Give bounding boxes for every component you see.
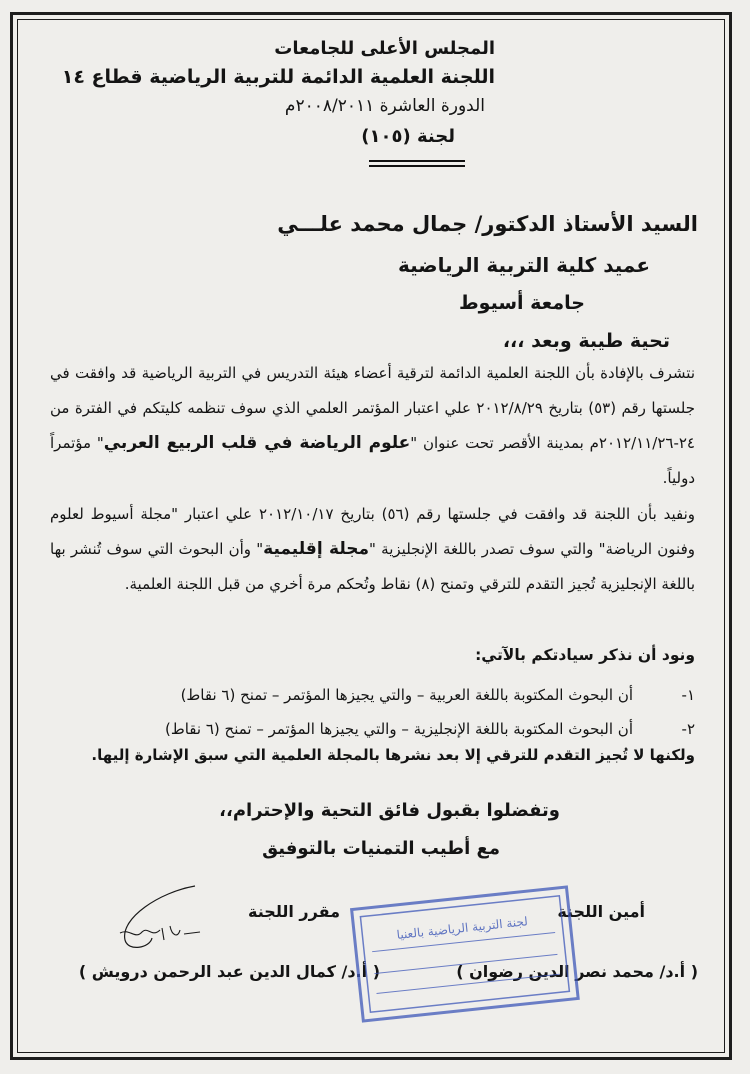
stamp-text: لجنة التربية الرياضية بالعنيا xyxy=(395,914,529,942)
stamp-outer-frame xyxy=(352,887,579,1021)
committee-name: اللجنة العلمية الدائمة للتربية الرياضية قطاع ١٤ xyxy=(61,66,495,88)
paragraph-conference-text: نتشرف بالإفادة بأن اللجنة العلمية الدائمة لترقية أعضاء هيئة التدريس في التربية الرياضية قد وافقت في جلستها رقم (٥٣) بتاريخ ٢٠١٢/٨/٢٩ علي اعتبار المؤتمر العلمي الذي سوف تنظمه كليتكم في الفترة من ٢٤-٢٠١٢/١١/٢٦م بمدينة الأقصر تحت عنوان " xyxy=(50,364,695,452)
list-item xyxy=(50,678,695,712)
signature-stroke xyxy=(125,886,195,947)
paragraph-conference-ending: " مؤتمراً دولياً. xyxy=(50,434,695,487)
handwritten-signature xyxy=(100,878,220,958)
addressee-name: السيد الأستاذ الدكتور/ جمال محمد علـــي xyxy=(277,212,698,236)
addressee-position: عميد كلية التربية الرياضية xyxy=(398,253,650,277)
signature-stroke xyxy=(120,926,200,940)
rapporteur-title: مقرر اللجنة xyxy=(248,902,340,921)
list-item-number: ١- xyxy=(681,686,695,704)
list-item xyxy=(50,712,695,746)
journal-type: مجلة إقليمية xyxy=(263,539,370,559)
closing-regards: وتفضلوا بقبول فائق التحية والإحترام،، xyxy=(219,800,560,821)
paragraph-journal-ending: " وأن البحوث التي سوف تُنشر بها باللغة الإنجليزية تُجيز التقدم للترقي وتمنح (٨) نقاط وتُحكم مرة أخري من قبل اللجنة العلمية. xyxy=(50,540,695,593)
list-item-text: أن البحوث المكتوبة باللغة الإنجليزية – والتي يجيزها المؤتمر – تمنح (٦ نقاط) xyxy=(165,720,633,738)
paragraph-conference xyxy=(50,356,695,496)
header-divider-2 xyxy=(369,165,465,167)
paragraph-journal-text: ونفيد بأن اللجنة قد وافقت في جلستها رقم (٥٦) بتاريخ ٢٠١٢/١٠/١٧ علي اعتبار "مجلة أسيوط لعلوم وفنون الرياضة" والتي سوف تصدر باللغة الإنجليزية " xyxy=(50,505,696,558)
header-divider xyxy=(369,160,465,162)
greeting: تحية طيبة وبعد ،،، xyxy=(502,330,670,352)
list-item-text: أن البحوث المكتوبة باللغة العربية – والتي يجيزها المؤتمر – تمنح (٦ نقاط) xyxy=(180,686,633,704)
note-text: ولكنها لا تُجيز التقدم للترقي إلا بعد نشرها بالمجلة العلمية التي سبق الإشارة إليها. xyxy=(91,746,695,764)
reminder-heading: ونود أن نذكر سيادتكم بالآتي: xyxy=(475,646,695,664)
stamp-line xyxy=(374,954,557,973)
session-label: الدورة العاشرة ٢٠٠٨/٢٠١١م xyxy=(284,96,485,116)
addressee-university: جامعة أسيوط xyxy=(458,292,585,314)
official-stamp xyxy=(345,880,585,1030)
committee-number: لجنة (١٠٥) xyxy=(361,126,455,147)
stamp-inner-frame xyxy=(360,896,569,1012)
closing-wishes: مع أطيب التمنيات بالتوفيق xyxy=(262,838,500,859)
secretary-name: ( أ.د/ محمد نصر الدين رضوان ) xyxy=(456,962,698,981)
conference-title: علوم الرياضة في قلب الربيع العربي xyxy=(103,433,411,453)
council-name: المجلس الأعلى للجامعات xyxy=(274,38,495,59)
secretary-title: أمين اللجنة xyxy=(557,902,645,921)
paragraph-journal xyxy=(50,497,695,602)
rapporteur-name: ( أ.د/ كمال الدين عبد الرحمن درويش ) xyxy=(78,962,380,981)
stamp-line xyxy=(377,974,560,993)
list-item-number: ٢- xyxy=(681,720,695,738)
